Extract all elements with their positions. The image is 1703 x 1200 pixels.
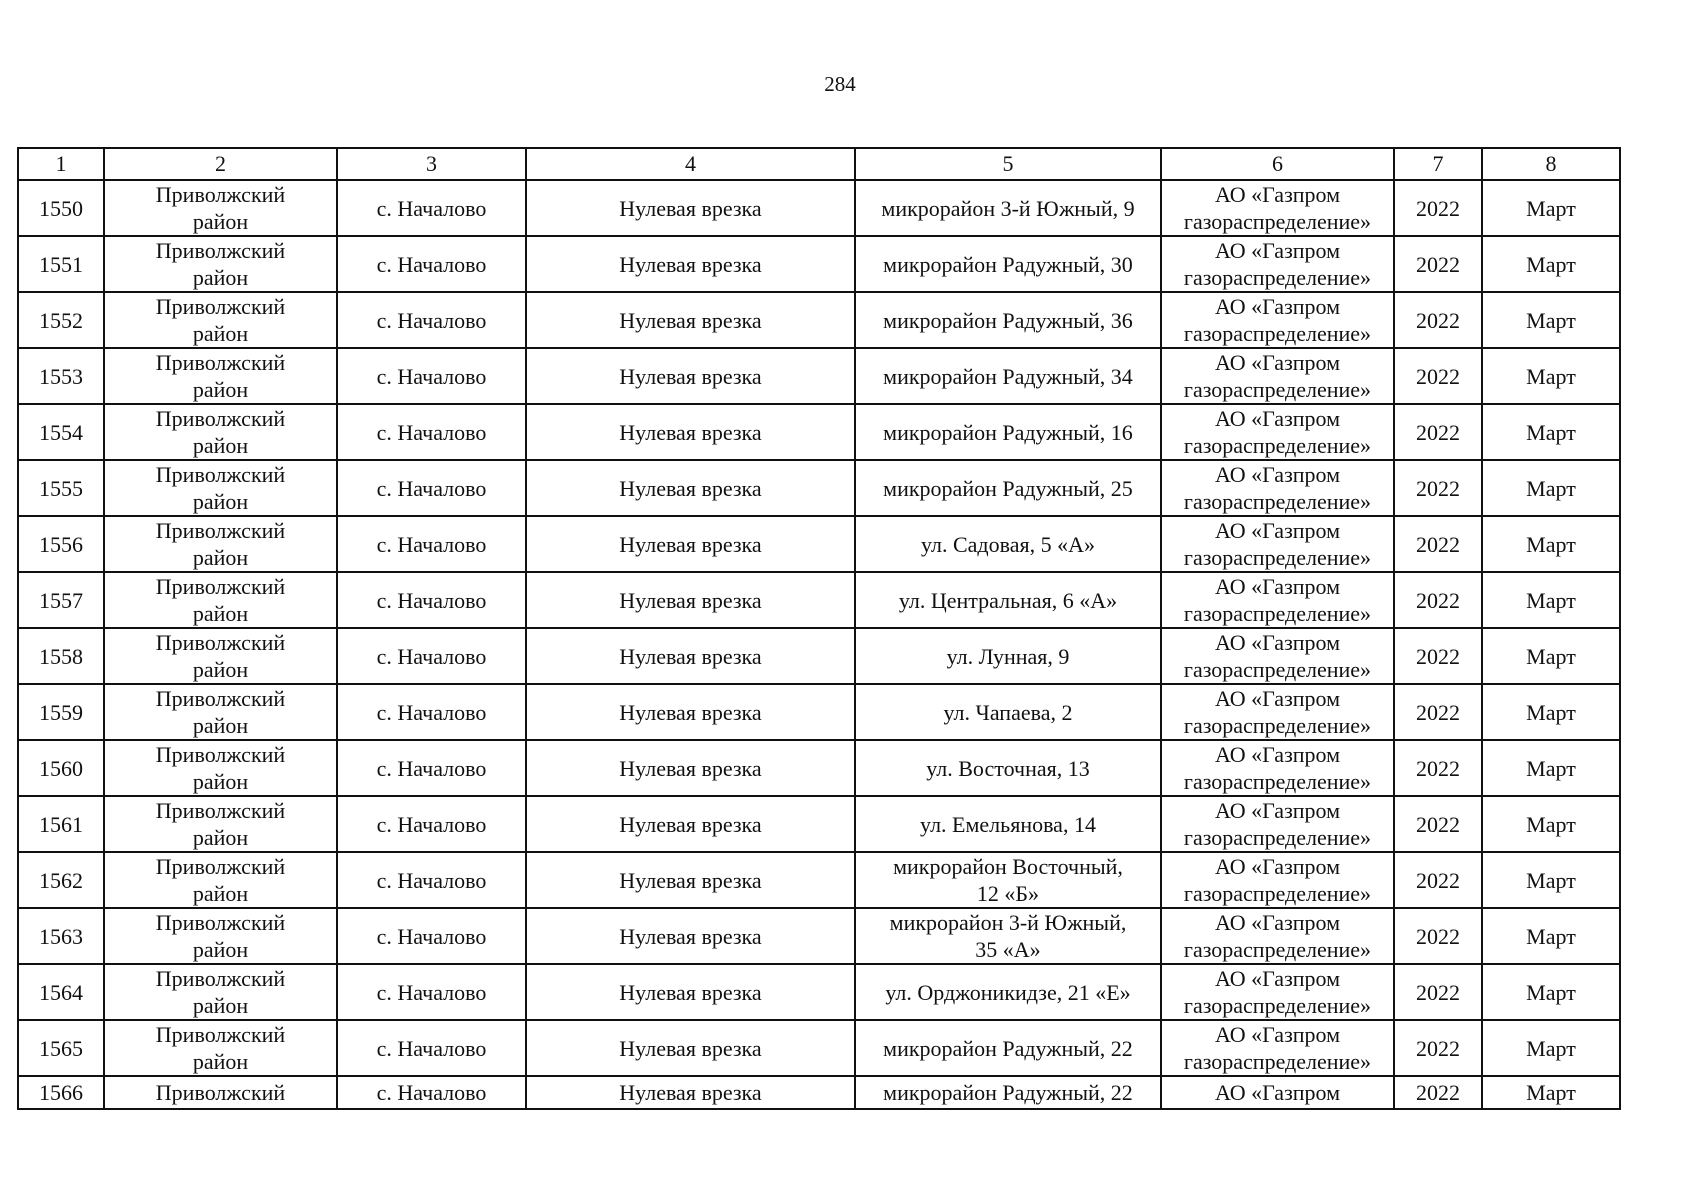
cell-year: 2022 <box>1394 852 1482 908</box>
cell-number: 1553 <box>18 348 104 404</box>
column-header: 8 <box>1482 148 1620 180</box>
cell-work-type: Нулевая врезка <box>526 236 855 292</box>
cell-work-type: Нулевая врезка <box>526 348 855 404</box>
cell-year: 2022 <box>1394 964 1482 1020</box>
cell-number: 1555 <box>18 460 104 516</box>
cell-work-type: Нулевая врезка <box>526 684 855 740</box>
cell-month: Март <box>1482 180 1620 236</box>
cell-organization: АО «Газпром газораспределение» <box>1161 740 1394 796</box>
cell-district: Приволжский район <box>104 236 337 292</box>
cell-address: ул. Восточная, 13 <box>855 740 1161 796</box>
cell-month: Март <box>1482 404 1620 460</box>
cell-month: Март <box>1482 684 1620 740</box>
cell-organization: АО «Газпром газораспределение» <box>1161 516 1394 572</box>
cell-district: Приволжский район <box>104 460 337 516</box>
table-row <box>18 1020 1620 1076</box>
table-row <box>18 180 1620 236</box>
cell-settlement: с. Началово <box>337 628 526 684</box>
cell-year: 2022 <box>1394 516 1482 572</box>
table-row <box>18 572 1620 628</box>
cell-address: микрорайон Радужный, 30 <box>855 236 1161 292</box>
column-header: 6 <box>1161 148 1394 180</box>
column-header: 1 <box>18 148 104 180</box>
cell-organization: АО «Газпром газораспределение» <box>1161 684 1394 740</box>
cell-year: 2022 <box>1394 740 1482 796</box>
cell-district: Приволжский район <box>104 964 337 1020</box>
cell-organization: АО «Газпром газораспределение» <box>1161 964 1394 1020</box>
cell-number: 1561 <box>18 796 104 852</box>
cell-number: 1566 <box>18 1076 104 1109</box>
column-header: 3 <box>337 148 526 180</box>
cell-address: ул. Центральная, 6 «А» <box>855 572 1161 628</box>
cell-year: 2022 <box>1394 1020 1482 1076</box>
cell-settlement: с. Началово <box>337 572 526 628</box>
table-row-partial <box>18 1076 1620 1109</box>
table-row <box>18 404 1620 460</box>
cell-district: Приволжский район <box>104 852 337 908</box>
cell-month: Март <box>1482 740 1620 796</box>
cell-month: Март <box>1482 348 1620 404</box>
cell-year: 2022 <box>1394 628 1482 684</box>
cell-organization: АО «Газпром газораспределение» <box>1161 908 1394 964</box>
cell-organization: АО «Газпром газораспределение» <box>1161 852 1394 908</box>
cell-work-type: Нулевая врезка <box>526 628 855 684</box>
cell-number: 1559 <box>18 684 104 740</box>
cell-settlement: с. Началово <box>337 796 526 852</box>
cell-work-type: Нулевая врезка <box>526 180 855 236</box>
cell-district: Приволжский район <box>104 516 337 572</box>
cell-year: 2022 <box>1394 572 1482 628</box>
column-header: 5 <box>855 148 1161 180</box>
cell-settlement: с. Началово <box>337 292 526 348</box>
cell-address: ул. Емельянова, 14 <box>855 796 1161 852</box>
cell-work-type: Нулевая врезка <box>526 852 855 908</box>
cell-organization: АО «Газпром газораспределение» <box>1161 796 1394 852</box>
cell-work-type: Нулевая врезка <box>526 404 855 460</box>
cell-address: микрорайон 3-й Южный, 35 «А» <box>855 908 1161 964</box>
cell-district: Приволжский район <box>104 908 337 964</box>
cell-district: Приволжский район <box>104 684 337 740</box>
cell-month: Март <box>1482 628 1620 684</box>
cell-year: 2022 <box>1394 292 1482 348</box>
cell-number: 1563 <box>18 908 104 964</box>
table-row <box>18 740 1620 796</box>
cell-year: 2022 <box>1394 236 1482 292</box>
column-header: 2 <box>104 148 337 180</box>
cell-month: Март <box>1482 1020 1620 1076</box>
cell-address: ул. Орджоникидзе, 21 «Е» <box>855 964 1161 1020</box>
cell-organization: АО «Газпром газораспределение» <box>1161 404 1394 460</box>
cell-organization: АО «Газпром газораспределение» <box>1161 628 1394 684</box>
cell-number: 1560 <box>18 740 104 796</box>
cell-district: Приволжский район <box>104 348 337 404</box>
cell-work-type: Нулевая врезка <box>526 1020 855 1076</box>
table-header <box>18 148 1620 180</box>
table-row <box>18 292 1620 348</box>
cell-settlement: с. Началово <box>337 908 526 964</box>
table-body <box>18 180 1620 1109</box>
cell-district: Приволжский район <box>104 628 337 684</box>
cell-settlement: с. Началово <box>337 348 526 404</box>
cell-district: Приволжский район <box>104 740 337 796</box>
cell-work-type: Нулевая врезка <box>526 964 855 1020</box>
cell-month: Март <box>1482 292 1620 348</box>
cell-district: Приволжский район <box>104 796 337 852</box>
cell-year: 2022 <box>1394 404 1482 460</box>
table-row <box>18 460 1620 516</box>
document-table <box>17 147 1621 1110</box>
cell-organization: АО «Газпром газораспределение» <box>1161 1020 1394 1076</box>
column-header: 4 <box>526 148 855 180</box>
table-row <box>18 684 1620 740</box>
cell-organization: АО «Газпром газораспределение» <box>1161 572 1394 628</box>
cell-work-type: Нулевая врезка <box>526 796 855 852</box>
cell-month: Март <box>1482 852 1620 908</box>
cell-month: Март <box>1482 460 1620 516</box>
cell-number: 1551 <box>18 236 104 292</box>
cell-number: 1550 <box>18 180 104 236</box>
table-row <box>18 516 1620 572</box>
cell-work-type: Нулевая врезка <box>526 292 855 348</box>
header-row <box>18 148 1620 180</box>
cell-number: 1554 <box>18 404 104 460</box>
cell-address: микрорайон Радужный, 16 <box>855 404 1161 460</box>
table-row <box>18 236 1620 292</box>
cell-month: Март <box>1482 908 1620 964</box>
table-row <box>18 908 1620 964</box>
column-header: 7 <box>1394 148 1482 180</box>
cell-settlement: с. Началово <box>337 740 526 796</box>
cell-settlement: с. Началово <box>337 964 526 1020</box>
cell-number: 1565 <box>18 1020 104 1076</box>
cell-address: микрорайон 3-й Южный, 9 <box>855 180 1161 236</box>
cell-number: 1562 <box>18 852 104 908</box>
cell-work-type: Нулевая врезка <box>526 460 855 516</box>
cell-organization: АО «Газпром газораспределение» <box>1161 348 1394 404</box>
cell-settlement: с. Началово <box>337 460 526 516</box>
cell-organization: АО «Газпром газораспределение» <box>1161 292 1394 348</box>
cell-year: 2022 <box>1394 796 1482 852</box>
cell-month: Март <box>1482 964 1620 1020</box>
table-row <box>18 964 1620 1020</box>
cell-settlement: с. Началово <box>337 404 526 460</box>
cell-address: ул. Лунная, 9 <box>855 628 1161 684</box>
cell-year: 2022 <box>1394 1076 1482 1109</box>
cell-district: Приволжский район <box>104 572 337 628</box>
cell-organization: АО «Газпром <box>1161 1076 1394 1109</box>
cell-number: 1552 <box>18 292 104 348</box>
cell-address: ул. Чапаева, 2 <box>855 684 1161 740</box>
cell-number: 1558 <box>18 628 104 684</box>
cell-number: 1556 <box>18 516 104 572</box>
cell-district: Приволжский район <box>104 180 337 236</box>
cell-month: Март <box>1482 1076 1620 1109</box>
table-row <box>18 852 1620 908</box>
cell-number: 1557 <box>18 572 104 628</box>
cell-month: Март <box>1482 572 1620 628</box>
cell-settlement: с. Началово <box>337 684 526 740</box>
cell-number: 1564 <box>18 964 104 1020</box>
cell-address: микрорайон Радужный, 34 <box>855 348 1161 404</box>
page-number: 284 <box>824 72 856 96</box>
cell-district: Приволжский район <box>104 1020 337 1076</box>
cell-settlement: с. Началово <box>337 1076 526 1109</box>
cell-organization: АО «Газпром газораспределение» <box>1161 236 1394 292</box>
cell-work-type: Нулевая врезка <box>526 572 855 628</box>
table-row <box>18 348 1620 404</box>
cell-settlement: с. Началово <box>337 516 526 572</box>
cell-organization: АО «Газпром газораспределение» <box>1161 180 1394 236</box>
cell-year: 2022 <box>1394 908 1482 964</box>
cell-year: 2022 <box>1394 348 1482 404</box>
cell-district: Приволжский район <box>104 292 337 348</box>
cell-settlement: с. Началово <box>337 236 526 292</box>
cell-organization: АО «Газпром газораспределение» <box>1161 460 1394 516</box>
cell-month: Март <box>1482 516 1620 572</box>
cell-month: Март <box>1482 236 1620 292</box>
cell-year: 2022 <box>1394 460 1482 516</box>
cell-address: ул. Садовая, 5 «А» <box>855 516 1161 572</box>
cell-month: Март <box>1482 796 1620 852</box>
cell-settlement: с. Началово <box>337 852 526 908</box>
cell-year: 2022 <box>1394 684 1482 740</box>
cell-district: Приволжский район <box>104 404 337 460</box>
table-row <box>18 628 1620 684</box>
cell-work-type: Нулевая врезка <box>526 1076 855 1109</box>
cell-address: микрорайон Радужный, 36 <box>855 292 1161 348</box>
cell-settlement: с. Началово <box>337 180 526 236</box>
cell-settlement: с. Началово <box>337 1020 526 1076</box>
cell-district: Приволжский <box>104 1076 337 1109</box>
cell-address: микрорайон Радужный, 25 <box>855 460 1161 516</box>
cell-year: 2022 <box>1394 180 1482 236</box>
cell-work-type: Нулевая врезка <box>526 516 855 572</box>
table-row <box>18 796 1620 852</box>
cell-work-type: Нулевая врезка <box>526 908 855 964</box>
cell-address: микрорайон Радужный, 22 <box>855 1020 1161 1076</box>
cell-work-type: Нулевая врезка <box>526 740 855 796</box>
cell-address: микрорайон Восточный, 12 «Б» <box>855 852 1161 908</box>
cell-address: микрорайон Радужный, 22 <box>855 1076 1161 1109</box>
